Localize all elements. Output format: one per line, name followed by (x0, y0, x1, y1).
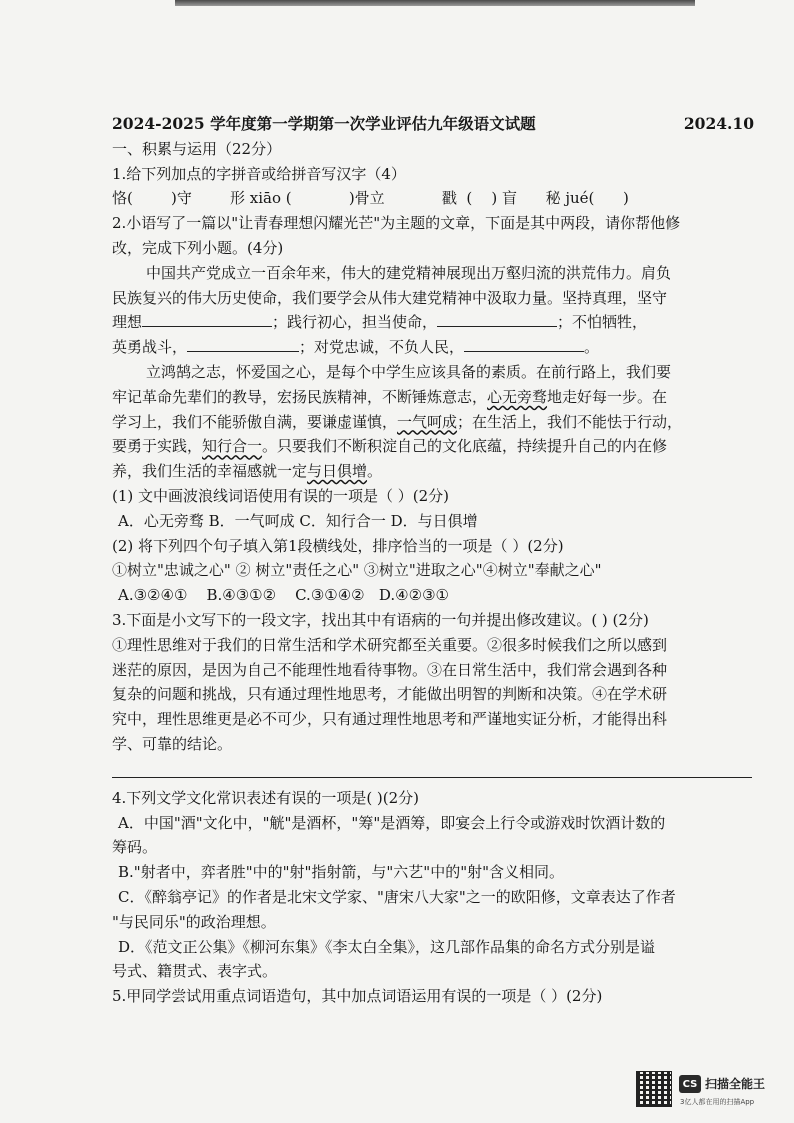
q3-line-5: 学、可靠的结论。 (112, 734, 233, 753)
q2-sub1-options: A．心无旁骛 B．一气呵成 C．知行合一 D．与日俱增 (118, 511, 478, 530)
wavy-word: 一气呵成 (397, 412, 458, 431)
exam-title-text: 2024-2025 学年度第一学期第一次学业评估九年级语文试题 (112, 114, 536, 133)
text: 养，我们生活的幸福感就一定 (112, 462, 308, 481)
q2-para2-c (112, 410, 760, 435)
q2-para1-d (112, 335, 760, 360)
fill-blank-2[interactable] (437, 310, 557, 327)
scan-top-edge (175, 0, 695, 6)
q4-stem: 4.下列文学文化常识表述有误的一项是( )(2分) (112, 788, 420, 807)
text: 。只要我们不断积淀自己的文化底蕴，持续提升自己的内在修 (262, 437, 668, 456)
q2-sub2-items: ①树立"忠诚之心" ② 树立"责任之心" ③树立"进取之心"④树立"奉献之心" (112, 561, 602, 580)
q4-option-a1: A．中国"酒"文化中，"觥"是酒杯，"筹"是酒筹，即宴会上行令或游戏时饮酒计数的 (118, 813, 666, 832)
wavy-word: 心无旁骛 (487, 387, 548, 406)
watermark-tagline: 3亿人都在用的扫描App (680, 1098, 755, 1106)
wavy-word: 知行合一 (202, 437, 263, 456)
text: 地走好每一步。在 (547, 387, 668, 406)
q4-option-a2: 筹码。 (112, 838, 158, 857)
wavy-word: 与日俱增 (307, 462, 368, 481)
watermark-name: 扫描全能王 (705, 1077, 766, 1091)
q2-para2-a: 立鸿鹄之志，怀爱国之心，是每个中学生应该具备的素质。在前行路上，我们要 (146, 362, 672, 381)
q2-sub2-stem: (2) 将下列四个句子填入第1段横线处，排序恰当的一项是（ ）(2分) (112, 536, 564, 555)
text: 。 (367, 462, 383, 481)
q4-option-d2: 号式、籍贯式、表字式。 (112, 962, 278, 981)
q2-sub2-options: A.③②④① B.④③①② C.③①④② D.④②③① (118, 586, 449, 605)
q3-line-2: 迷茫的原因，是因为自己不能理性地看待事物。③在日常生活中，我们常会遇到各种 (112, 660, 668, 679)
exam-date: 2024.10 (683, 114, 754, 133)
q4-option-b: B."射者中，弈者胜"中的"射"指射箭，与"六艺"中的"射"含义相同。 (118, 863, 564, 882)
text: 。 (584, 338, 600, 357)
fill-blank-1[interactable] (142, 310, 272, 327)
qr-code-icon (637, 1072, 671, 1106)
fill-blank-4[interactable] (464, 335, 584, 352)
q4-option-c2: "与民同乐"的政治理想。 (112, 912, 276, 931)
exam-title (112, 112, 760, 137)
camscanner-logo-icon: CS (679, 1075, 701, 1093)
q2-para2-e (112, 459, 760, 484)
text: 英勇战斗， (112, 338, 188, 357)
q2-stem-a: 2.小语写了一篇以"让青春理想闪耀光芒"为主题的文章，下面是其中两段，请你帮他修 (112, 214, 681, 233)
text: ；不怕牺牲， (557, 313, 648, 332)
text: ；在生活上，我们不能怯于行动， (457, 412, 683, 431)
q4-option-c1: C．《醉翁亭记》的作者是北宋文学家、"唐宋八大家"之一的欧阳修，文章表达了作者 (118, 887, 676, 906)
q3-line-4: 究中，理性思维更是必不可少，只有通过理性地思考和严谨地实证分析，才能得出科 (112, 710, 668, 729)
q2-para2-d (112, 434, 760, 459)
q5-stem: 5.甲同学尝试用重点词语造句，其中加点词语运用有误的一项是（ ）(2分) (112, 987, 603, 1006)
q2-stem-b: 改，完成下列小题。(4分) (112, 238, 284, 257)
text: 要勇于实践， (112, 437, 203, 456)
exam-page (112, 112, 760, 1009)
q1-line: 恪( )守 形 xiāo ( )骨立 戳 ( ) 盲 秘 jué( ) (112, 189, 629, 208)
text: 牢记革命先辈们的教导，宏扬民族精神，不断锤炼意志， (112, 387, 488, 406)
text: ；践行初心，担当使命， (272, 313, 438, 332)
section-heading: 一、积累与运用（22分） (112, 139, 282, 158)
q2-para1-b: 民族复兴的伟大历史使命，我们要学会从伟大建党精神中汲取力量。坚持真理，坚守 (112, 288, 668, 307)
q3-line-3: 复杂的问题和挑战，只有通过理性地思考，才能做出明智的判断和决策。④在学术研 (112, 685, 668, 704)
q4-option-d1: D．《范文正公集》《柳河东集》《李太白全集》，这几部作品集的命名方式分别是谥 (118, 937, 656, 956)
fill-blank-3[interactable] (187, 335, 299, 352)
answer-line[interactable] (112, 777, 752, 778)
text: ；对党忠诚，不负人民， (299, 338, 465, 357)
q2-sub1-stem: (1) 文中画波浪线词语使用有误的一项是（ ）(2分) (112, 486, 450, 505)
q2-para1-c (112, 310, 760, 335)
q3-stem: 3.下面是小文写下的一段文字，找出其中有语病的一句并提出修改建议。( ) (2分) (112, 610, 649, 629)
q1-stem: 1.给下列加点的字拼音或给拼音写汉字（4） (112, 164, 406, 183)
q2-para1-a: 中国共产党成立一百余年来，伟大的建党精神展现出万壑归流的洪荒伟力。肩负 (146, 263, 672, 282)
text: 学习上，我们不能骄傲自满，要谦虚谨慎， (112, 412, 398, 431)
q3-line-1: ①理性思维对于我们的日常生活和学术研究都至关重要。②很多时候我们之所以感到 (112, 635, 668, 654)
q2-para2-b (112, 385, 760, 410)
text: 理想 (112, 313, 143, 332)
